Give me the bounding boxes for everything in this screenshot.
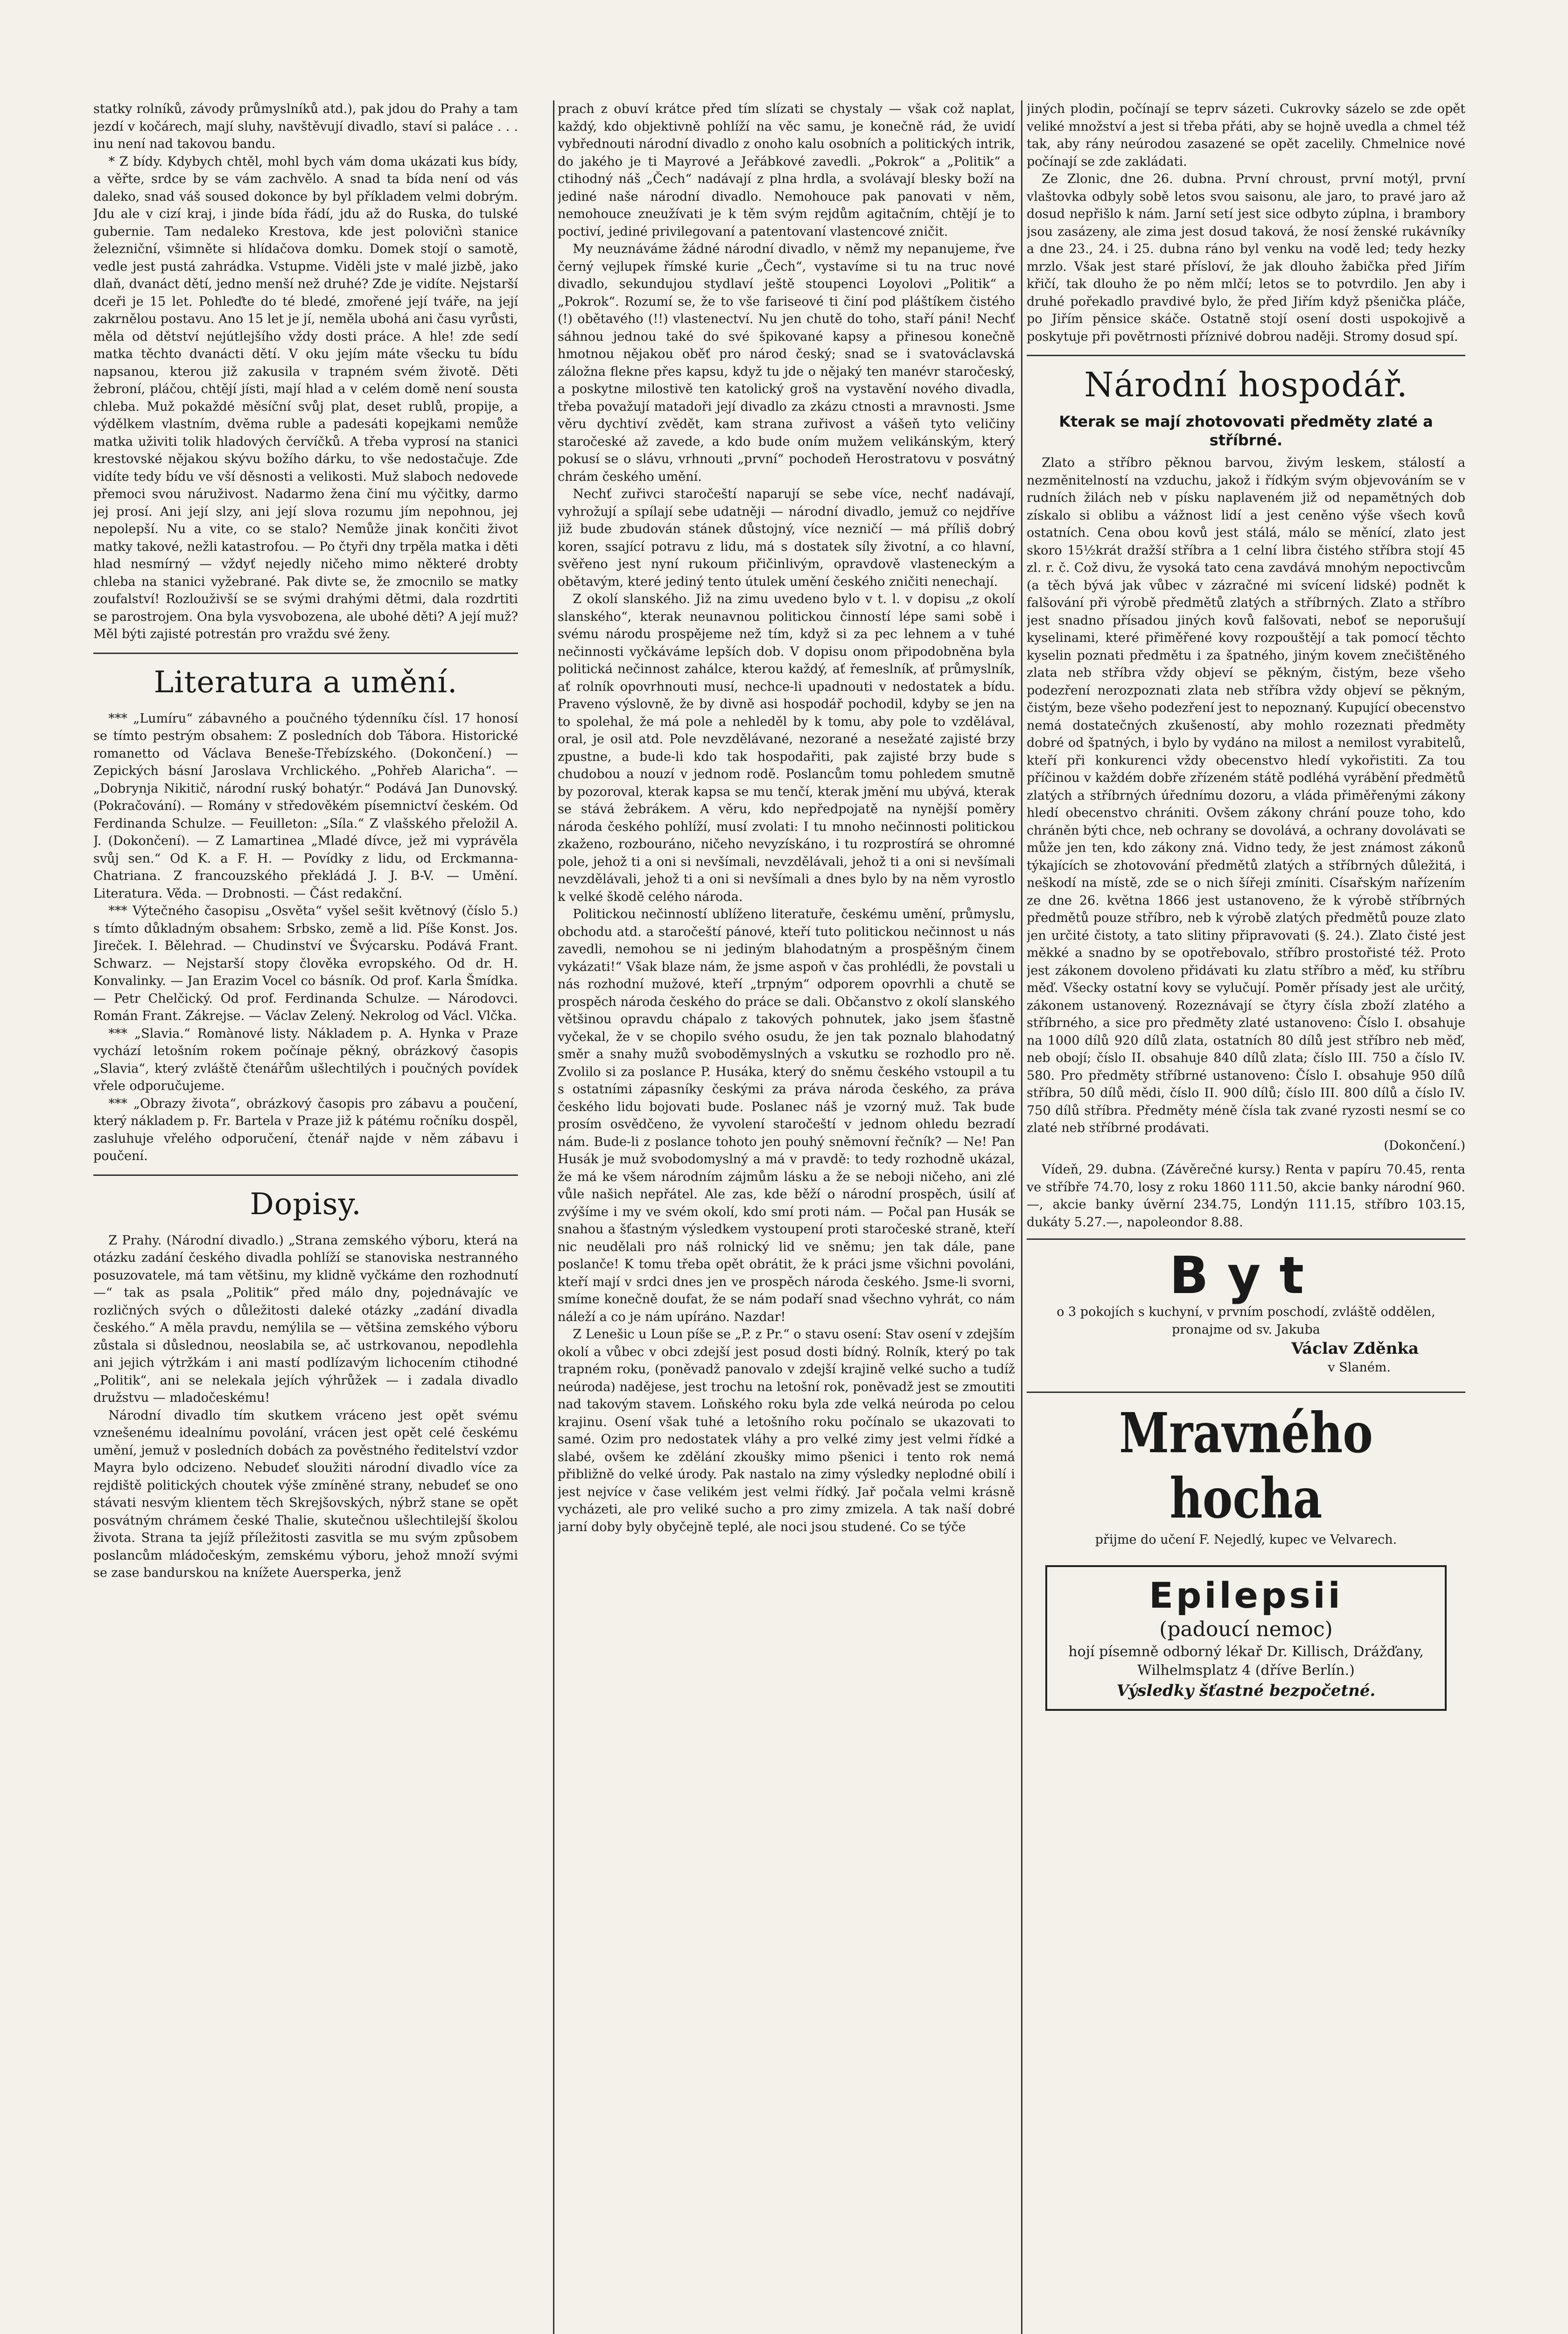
literatura-item: *** „Lumíru“ zábavného a poučného týdenníku čísl. 17 honosí se tímto pestrým obsahem: Z posledních dob Tábora. Historické romanetto od Václava Beneše-Třebízského. (Dokončení.) — Zepických básní Jaroslava Vrchlického. „Pohřeb Alaricha“. —„Dobrynja Nikitič, národní ruský bohatýr.“ Podává Jan Dunovský. (Pokračování). — Romány v středověkém písemnictví českém. Od Ferdinanda Schulze. — Feuilleton: „Síla.“ Z vlašského přeložil A. J. (Dokončení). — Z Lamartinea „Mladé dívce, jež mi vyprávěla svůj sen.“ Od K. a F. H. — Povídky z lidu, od Erckmanna-Chatriana. Z francouzského překládá J. J. B-V. — Umění. Literatura. Věda. — Drobnosti. — Část redakční.: [93, 711, 518, 901]
dopisy-paragraph: Z Prahy. (Národní divadlo.) „Strana zemského výboru, která na otázku zadání českého divadla pohlíží se stanoviska nestranného posuzovatele, má tam většinu, my klidně vyčkáme den rozhodnutí —“ tak as psala „Politik“ před málo dny, pojednávajíc ve rozličných svých o důležitosti daleké otázky „zadání divadla českého.“ A měla pravdu, nemýlila se — většina zemského výboru zůstala si důslednou, neoslabila se, ač ustrkovanou, nepodlehla ani jejich výtržkám i ani mastí podlízavým lichocením ctihodné „Politik“, ani se nelekala jejích výhrůžek — i zadala divadlo družstvu — mladočeskému!: [93, 1233, 518, 1405]
np-continued-note: (Dokončení.): [1384, 1138, 1465, 1153]
article-paragraph: * Z bídy. Kdybych chtěl, mohl bych vám doma ukázati kus bídy, a věřte, srdce by se vám zachvělo. A snad ta bída není od vás daleko, snad váš soused dokonce by byl příkladem velmi dobrým. Jdu ale v cizí kraj, i jinde bída řádí, jdu až do Ruska, do tulské gubernie. Tam nedaleko Krestova, kde jest polovičnì stanice železniční, všimněte si hlídačova domku. Domek stojí o samotě, vedle jest pustá zahrádka. Vstupme. Viděli jste v malé jizbě, jako dlaň, dvanáct dětí, jedno menší než druhé? Zde je vidíte. Nejstarší dceři je 15 let. Pohleďte do té bledé, zmořené její tváře, na její zakrnělou postavu. Ano 15 let je jí, neměla ubohá ani času vyrůsti, měla od dětství nejútlejšího vždy dosti práce. A hle! zde sedí matka těchto dvanácti dětí. V oku jejím máte všecku tu bídu napsanou, kterou již zakusila v trapném svém životě. Děti žebroní, pláčou, chtějí jísti, mají hlad a v celém domě není sousta chleba. Muž pokaždé měsíční svůj plat, deset rublů, propije, a výdělkem vlastním, dvěma ruble a padesáti kopejkami nemůže matka uživiti tolik hladových červíčků. A třeba vyprosí na stanici krestovské nějakou skývu božího dárku, to vše nedostačuje. Zde vidíte tedy bídu ve vší děsnosti a velikosti. Muž slaboch nedovede přemoci svou náruživost. Nadarmo žena činí mu výčitky, darmo jej prosí. Ani její slzy, ani její slova rozumu jím nepohnou, jej nepolepší. Nu a vite, co se stalo? Nemůže jinak končiti život matky takové, nežli katastrofou. — Po čtyři dny trpěla matka i děti hlad nesmírný — vždyť nejedly ničeho mimo některé drobty chleba na stanici vyžebrané. Pak divte se, že zmocnilo se matky zoufalství! Rozlouživší se se svými drahými dětmi, dala rozdrtiti se parostrojem. Ona byla vysvobozena, ale ubohé děti? A její muž? Měl býti zajisté potrestán pro vraždu své ženy.: [93, 154, 518, 641]
np-subheading: Kterak se mají zhotovovati předměty zlaté a stříbrné.: [1059, 413, 1433, 449]
ad-byt-title: Byt: [1169, 1245, 1323, 1305]
section-title-narodni-hospodar: Národní hospodář.: [1027, 355, 1465, 406]
ad-mravny-text: přijme do učení F. Nejedlý, kupec ve Velvarech.: [1095, 1532, 1397, 1547]
literatura-item: *** „Slavia.“ Romànové listy. Nákladem p. A. Hynka v Praze vychází letošním rokem počínaje pěkný, obrázkový časopis „Slavia“, který zvláště čtenářům ušlechtilých i poučných povídek vřele odporučujeme.: [93, 1026, 518, 1093]
column-2: [558, 100, 1015, 2334]
article-paragraph: statky rolníků, závody průmyslníků atd.), pak jdou do Prahy a tam jezdí v kočárech, mají sluhy, navštěvují divadlo, staví si paláce . . . inu není nad takovou bandu.: [93, 102, 518, 151]
column-rule-2: [1021, 100, 1022, 2334]
column-rule-1: [553, 100, 554, 2334]
article-paragraph: jiných plodin, počínají se teprv sázeti. Cukrovky sázelo se zde opět veliké množství a jest si třeba přáti, aby se hojně uvedla a chmel též tak, aby rány neúrodou zasazené se opět zacelily. Chmelnice nové počínají se zde zakládati.: [1027, 102, 1465, 169]
literatura-item: *** Výtečného časopisu „Osvěta“ vyšel sešit květnový (číslo 5.) s tímto důkladným obsahem: Srbsko, země a lid. Píše Konst. Jos. Jireček. I. Bělehrad. — Chudinství ve Švýcarsku. Podává Frant. Schwarz. — Nejstarší stopy člověka evropského. Od dr. H. Konvalinky. — Jan Erazim Vocel co básník. Od prof. Karla Šmídka. — Petr Chelčický. Od prof. Ferdinanda Schulze. — Národovci. Román Frant. Zákrejse. — Václav Zelený. Nekrolog od Václ. Vlčka.: [93, 904, 518, 1023]
article-paragraph: Z okolí slanského. Již na zimu uvedeno bylo v t. l. v dopisu „z okolí slanského“, kterak neunavnou politickou činností lépe sami sobě i svému národu prospějeme než tím, když si za pec lehnem a v tuhé nečinnosti vyčkáváme lepších dob. V dopisu onom připodobněna byla politická nečinnost zahálce, kterou každý, ať řemeslník, ať průmyslník, ať rolník opovrhnouti musí, nechce-li upadnouti v nedostatek a bídu. Praveno výslovně, že by divně asi hospodář pochodil, kdyby se jen na to spolehal, že má pole a nehleděl by k tomu, aby pole to vzdělával, oral, je osil atd. Pole nevzdělávané, nezorané a nesežaté zajisté brzy zpustne, a bude-li kdo tak hospodařiti, pak zajisté brzy bude s chudobou a nouzí v jednom rodě. Poslancům tomu pohledem smutně by pozoroval, kterak kapsa se mu tenčí, kterak jmění mu ubývá, kterak se stává žebrákem. A věru, kdo nepředpojatě na nynější poměry národa českého pohlíží, musí zvolati: I tu mnoho nečinnosti politickou zkaženo, rozbouráno, ničeho nevyzískáno, i tu rozprostírá se ohromné pole, jehož ti a oni si nevšímali, nevzdělávali, jehož ti a oni si nevšímali nevzdělávali, jehož ti a oni si nevšímali a dnes bylo by na něm vyrostlo k velké škodě celého národa.: [558, 592, 1015, 904]
ad-byt-place: v Slaném.: [1328, 1360, 1391, 1375]
ad-epilepsie-subtitle: (padoucí nemoc): [1159, 1617, 1333, 1641]
ad-byt-name: Václav Zděnka: [1291, 1339, 1419, 1358]
ad-epilepsie: [1045, 1565, 1447, 1711]
ad-epilepsie-text: hojí písemně odborný lékař Dr. Killisch, Drážďany, Wilhelmsplatz 4 (dříve Berlín.): [1068, 1644, 1424, 1679]
ad-mravny-hoch: [1027, 1392, 1465, 1556]
column-1: [93, 100, 518, 2334]
article-paragraph: prach z obuví krátce před tím slízati se chystaly — však což naplat, každý, kdo objektivně pohlíží na věc samu, je konečně rád, že uvidí vybřednouti národní divadlo z onoho kalu osobních a politických intrik, do jakého je ti Mayrové a Jeřábkové zavedli. „Pokrok“ a „Politik“ a ctihodný náš „Čech“ nadávají z plna hrdla, a svolávají blesky boží na jediné naše národní divadlo. Nemohouce pak panovati v něm, nemohouce zneužívati je k těm svým rejdům agitačním, chtějí je to poctiví, jediné privilegovaní a patentovaní vlastencové zničit.: [558, 102, 1015, 239]
literatura-item: *** „Obrazy života“, obrázkový časopis pro zábavu a poučení, který nákladem p. Fr. Bartela v Praze již k pátému ročníku dospěl, zasluhuje vřelého odporučení, čtenář najde v něm zábavu i poučení.: [93, 1096, 518, 1163]
article-paragraph: Nechť zuřivci staročeští naparují se sebe více, nechť nadávají, vyhrožují a spílají sebe udatněji — národní divadlo, jemuž co nejdříve již bude zbudován stánek důstojný, více nezničí — má příliš dobrý koren, ssající potravu z lidu, má s dostatek síly životní, a co hlavní, svěřeno jest nyní rukoum přičinlivým, opravdově vlasteneckým a obětavým, které jediný tento útulek umění českého zničiti nenechají.: [558, 487, 1015, 589]
article-paragraph: Politickou nečinností ublíženo literatuře, českému umění, průmyslu, obchodu atd. a staročeští pánové, kteří tuto politickou nečinnost u nás zavedli, nemohou se ni jediným blahodatným a prospěšným činem vykázati!“ Však blaze nám, že jsme aspoň v čas prohlédli, že povstali u nás rozhodní mužové, kteří „trpným“ odporem opovrhli a chutě se prospěch národa českého do práce se dali. Občanstvo z okolí slanského většinou opravdu chápalo z takových pohnutek, jako jsem šťastně vyčekal, že v se chopilo svého osudu, že jen tak poznalo blahodatný směr a snahy mužů svoboděmyslných a vskutku se rozhodlo pro ně. Zvolilo si za poslance P. Husáka, který do sněmu českého vstoupil a tu s ostatními zápasníky českými za práva národa českého, za práva českého lidu bojovati bude. Poslanec náš je vzorný muž. Tak bude prosím osvědčeno, že vyvolení staročeští v jednom ohledu bezradí nám. Bude-li z poslance tohoto jen pouhý sněmovní řečník? — Ne! Pan Husák je muž svobodomyslný a má v pravdě: to tedy rozhodně ukázal, že má ke všem národním zájmům lásku a že se neboji ničeho, ani zlé vůle našich nepřátel. Ale zas, kde běží o národní prospěch, úsilí ať zvýšíme i my ve svém okolí, kdo smí proti nám. — Počal pan Husák se snahou a šťastným výsledkem vystoupení proti staročeské straně, kteří nic neudělali pro náš rolnický lid ve sněmu; jen tak dále, pane poslanče! K tomu třeba opět obrátit, že k práci jsme všichni povoláni, kteří mají v srdci dnes jen ve prospěch národa českého. Jsme-li svorni, smíme konečně doufat, že se nám podaří snad všechno vyhrát, co nám náleží a co je nám upíráno. Nazdar!: [558, 907, 1015, 1324]
article-paragraph: My neuznáváme žádné národní divadlo, v němž my nepanujeme, řve černý vejlupek římské kurie „Čech“, vystavíme si tu na truc nové divadlo, sekundujou stydlaví ještě stoupenci Loyolovi „Politik“ a „Pokrok“. Rozumí se, že to vše fariseové ti činí pod pláštíkem čistého (!) obětavého (!!) vlastenectví. Nu jen chutě do toho, staří páni! Nechť sáhnou jednou také do své špikované kapsy a přinesou konečně hmotnou nějakou oběť pro národ český; snad se i svatováclavská záložna flekne přes kapsu, když tu jde o nějaký ten manévr staročeský, a poskytne milostivě ten katolický groš na vystavění nového divadla, třeba považují matadoři její divadlo za zkázu ctnosti a mravnosti. Jsme věru dychtiví zvědět, kam strana zuřivost a vášeň tyto veličiny staročeské až zavede, a kdo bude oním mužem velikánským, který pokusí se o slávu, vrhnouti „první“ pochodeň Herostratovu v posvátný chrám českého umění.: [558, 242, 1015, 484]
ad-byt-text: o 3 pokojích s kuchyní, v prvním poschodí, zvláště oddělen, pronajme od sv. Jakuba: [1057, 1305, 1435, 1337]
section-title-dopisy: Dopisy.: [93, 1174, 518, 1225]
column-3: [1027, 100, 1465, 2334]
np-paragraph: Zlato a stříbro pěknou barvou, živým leskem, stálostí a nezměnitelností na vzduchu, jakož i řídkým svým objevováním se v rudních žilách neb v písku naplaveném již od nepamětných dob získalo si oblibu a vážnost lidí a jest ceněno výše všech kovů ostatních. Cena obou kovů jest stálá, málo se měnící, zlato jest skoro 15½krát dražší stříbra a 1 celní libra čistého stříbra stojí 45 zl. r. č. Což divu, že vysoká tato cena zavdává mnohým nepoctivcům (a těch bývá jak vůbec v zázračné mi svícení lidské) podnět k falšování při výrobě předmětů zlatých a stříbrných. Zlato a stříbro jest snadno přísadou jiných kovů falšovati, neboť se neporušují kyselinami, které přiměřené kovy rozpouštějí a tak pomocí těchto kyselin poznati předmětu i za špatného, jiným kovem znečištěného zlata neb stříbra vždy objeví se pěkným, čistým, beze všeho podezření nerozpoznati zlata neb stříbra vždy objeví se pěkným, čistým, beze všeho podezření jest to nepoznaný. Kupující obecenstvo nemá dostatečných zkušeností, aby mohlo rozeznati předměty dobré od špatných, i bylo by vydáno na milost a nemilost vyrabitelů, kteří při konkurenci vždy obecenstvo hledí vykořistiti. Za tou příčinou v každém dobře zřízeném státě podléhá vyrábění předmětů zlatých a stříbrných úřednímu dozoru, a vláda přiměřenými zákony hledí obecenstvo chrániti. Ovšem zákony chrání pouze toho, kdo chráněn býti chce, neb ochrany se dovolává, a ochrany dovolávati se může jen ten, kdo zákony zná. Vidno tedy, že jest známost zákonů týkajících se zhotovování předmětů zlatých a stříbrných důležitá, i neškodí na místě, zde se o nich šířeji zmíniti. Císařským nařízením ze dne 26. května 1866 jest ustanoveno, že k výrobě stříbrných předmětů pouze stříbro, neb k výrobě zlatých předmětů pouze zlato jen určité čistoty, a tato slitiny připravovati (§. 24.). Zlato čisté jest měkké a snadno by se opotřebovalo, stříbro prostořisté též. Proto jest zákonem dovoleno přidávati ku zlatu stříbro a měď, ku stříbru měď. Všecky ostatní kovy se vylučují. Poměr přísady jest ale určitý, zákonem ustanovený. Rozeznávají se čtyry čísla zboží zlatého a stříbrného, a sice pro předměty zlaté ustanoveno: Číslo I. obsahuje na 1000 dílů 920 dílů zlata, ostatních 80 dílů jest stříbro neb měď, neb obojí; číslo II. obsahuje 840 dílů zlata; číslo III. 750 a číslo IV. 580. Pro předměty stříbrné ustanoveno: Číslo I. obsahuje 950 dílů stříbra, 50 dílů mědi, číslo II. 900 dílů; číslo III. 800 dílů a číslo IV. 750 dílů stříbra. Předměty méně čísla tak zvané ryzosti nesmí se co zlaté neb stříbrné prodávati.: [1027, 456, 1465, 1135]
article-paragraph: Z Lenešic u Loun píše se „P. z Pr.“ o stavu osení: Stav osení v zdejším okolí a vůbec v obci zdejší jest posud dosti bídný. Rolník, který po tak trapném roku, (poněvadž panovalo v zdejší krajině velké sucho a tudíž neúroda) nadějese, jest trochu na letošní rok, poněvadž jest se zmoutiti nad takovým stavem. Loňského roku byla zde velká neúroda po celou krajinu. Osení však tuhé a letošního roku počínalo se ukazovati to samé. Ozim pro nedostatek vláhy a pro velké zimy jest velmi řídké a slabé, ovšem ke zdělání zkoušky mimo pšenici i tento rok nemá přibližně do velké úrody. Pak nastalo na zimy výsledky neplodné obilí i jest nejvíce v čase velikém jest velmi řídký. Jař počala velmi krásně vycházeti, ale pro veliké sucho a pro zimy zmizela. A tak naší dobré jarní doby byly obyčejně teplé, ale noci jsou studené. Co se týče: [558, 1327, 1015, 1534]
ad-epilepsie-title: Epilepsii: [1149, 1575, 1343, 1616]
ad-byt: [1027, 1238, 1465, 1384]
section-title-literatura: Literatura a umění.: [93, 653, 518, 703]
ad-epilepsie-result: Výsledky šťastné bezpočetné.: [1116, 1681, 1376, 1700]
vienna-market-report: Vídeň, 29. dubna. (Závěrečné kursy.) Renta v papíru 70.45, renta ve stříbře 74.70, losy z roku 1860 111.50, akcie banky národní 960.—, akcie banky úvěrní 234.75, Londýn 111.15, stříbro 103.15, dukáty 5.27.—, napoleondor 8.88.: [1027, 1162, 1465, 1230]
article-paragraph: Ze Zlonic, dne 26. dubna. První chroust, první motýl, první vlaštovka odbyly sobě letos svou saisonu, ale jaro, to pravé jaro až dosud nepřišlo k nám. Jarní setí jest sice odbyto zúplna, i brambory jsou zasázeny, ale zima jest dosud taková, že nosí ženské rukávníky a dne 23., 24. i 25. dubna ráno byl venku na vodě led; tedy hezky mrzlo. Však jest staré přísloví, že jak dlouho žabička před Jiřím křičí, tak dlouho že po něm mlčí; letos se to potvrdilo. Jen aby i druhé pořekadlo pravdivé bylo, že před Jiřím když pšenička pláče, po Jiřím pěnsice skáče. Ostatně stojí osení dosti uspokojivě a poskytuje při povětrnosti příznivé dobrou naději. Stromy dosud spí.: [1027, 172, 1465, 344]
dopisy-paragraph: Národní divadlo tím skutkem vráceno jest opět svému vznešenému idealnímu povolání, vrácen jest opět celé českému umění, jemuž v posledních dobách za pověstného ředitelství vzdor Mayra bylo odcizeno. Nebudeť sloužiti národní divadlo více za rejdiště politických choutek výše zmíněné strany, nebudeť se ono stávati nesvým klientem těch Skrejšovských, nýbrž stane se opět posvátným chrámem české Thalie, skutečnou ušlechtilejší školou života. Strana ta jejíž příležitosti zasvitla se mu svým způsobem poslancům mládočeským, zemskému výboru, jehož množí svými se zase bandurskou na knížete Auersperka, jenž: [93, 1408, 518, 1580]
ad-mravny-title: Mravného hocha: [1119, 1400, 1373, 1531]
